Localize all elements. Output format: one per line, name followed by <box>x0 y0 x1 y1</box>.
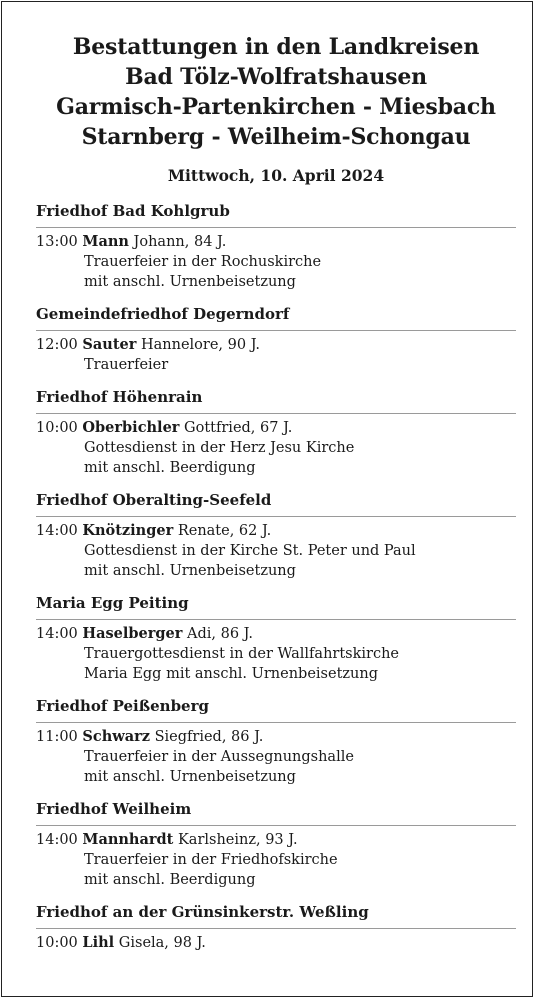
cemetery-section <box>36 902 516 953</box>
entry-time: 14:00 <box>36 832 78 848</box>
deceased-surname: Schwarz <box>82 728 150 745</box>
deceased-given-name-age: Johann, 84 J. <box>128 234 227 250</box>
burial-entry <box>36 727 516 787</box>
title-line: Starnberg - Weilheim-Schongau <box>81 124 471 150</box>
cemetery-name: Maria Egg Peiting <box>36 593 516 620</box>
ceremony-detail: Trauerfeier in der Aussegnungshalle <box>84 749 354 765</box>
ceremony-detail: Trauerfeier in der Friedhofskirche <box>84 852 338 868</box>
entry-head <box>36 335 516 355</box>
entry-head <box>36 418 516 438</box>
entry-head <box>36 830 516 850</box>
cemetery-name: Friedhof Weilheim <box>36 799 516 826</box>
entry-time: 13:00 <box>36 234 78 250</box>
ceremony-detail: mit anschl. Urnenbeisetzung <box>84 769 296 785</box>
cemetery-name: Friedhof Oberalting-Seefeld <box>36 490 516 517</box>
ceremony-detail: mit anschl. Beerdigung <box>84 872 256 888</box>
deceased-given-name-age: Adi, 86 J. <box>182 626 253 642</box>
title-line: Bestattungen in den Landkreisen <box>72 34 480 60</box>
notice-date: Mittwoch, 10. April 2024 <box>167 166 385 185</box>
deceased-surname: Lihl <box>82 934 115 951</box>
burial-entry <box>36 418 516 478</box>
deceased-surname: Mannhardt <box>82 831 174 848</box>
entry-head <box>36 521 516 541</box>
funeral-notice <box>36 32 516 965</box>
burial-entry <box>36 933 516 953</box>
cemetery-name: Friedhof an der Grünsinkerstr. Weßling <box>36 902 516 929</box>
ceremony-detail: Trauergottesdienst in der Wallfahrtskirche <box>84 646 399 662</box>
deceased-given-name-age: Gottfried, 67 J. <box>179 420 293 436</box>
entry-head <box>36 232 516 252</box>
cemetery-section <box>36 201 516 292</box>
ceremony-detail: mit anschl. Urnenbeisetzung <box>84 563 296 579</box>
cemetery-name: Friedhof Höhenrain <box>36 387 516 414</box>
burial-entry <box>36 830 516 890</box>
ceremony-detail: Gottesdienst in der Kirche St. Peter und Paul <box>84 543 416 559</box>
title-line: Garmisch-Partenkirchen - Miesbach <box>56 94 496 120</box>
entry-time: 10:00 <box>36 935 78 951</box>
cemetery-name: Friedhof Bad Kohlgrub <box>36 201 516 228</box>
deceased-surname: Knötzinger <box>82 522 174 539</box>
entry-time: 14:00 <box>36 626 78 642</box>
cemetery-list <box>36 201 516 953</box>
title-line: Bad Tölz-Wolfratshausen <box>125 64 427 90</box>
deceased-given-name-age: Renate, 62 J. <box>173 523 272 539</box>
deceased-given-name-age: Karlsheinz, 93 J. <box>173 832 298 848</box>
cemetery-section <box>36 490 516 581</box>
cemetery-section <box>36 304 516 375</box>
burial-entry <box>36 521 516 581</box>
entry-time: 10:00 <box>36 420 78 436</box>
notice-title <box>36 32 516 152</box>
ceremony-detail: Maria Egg mit anschl. Urnenbeisetzung <box>84 666 378 682</box>
entry-head <box>36 624 516 644</box>
burial-entry <box>36 232 516 292</box>
ceremony-detail: mit anschl. Urnenbeisetzung <box>84 274 296 290</box>
entry-time: 12:00 <box>36 337 78 353</box>
cemetery-section <box>36 696 516 787</box>
ceremony-detail: Gottesdienst in der Herz Jesu Kirche <box>84 440 355 456</box>
cemetery-section <box>36 799 516 890</box>
deceased-surname: Haselberger <box>82 625 183 642</box>
burial-entry <box>36 624 516 684</box>
deceased-given-name-age: Hannelore, 90 J. <box>136 337 261 353</box>
cemetery-section <box>36 387 516 478</box>
ceremony-detail: mit anschl. Beerdigung <box>84 460 256 476</box>
cemetery-name: Friedhof Peißenberg <box>36 696 516 723</box>
ceremony-detail: Trauerfeier <box>84 357 169 373</box>
deceased-surname: Mann <box>82 233 129 250</box>
burial-entry <box>36 335 516 375</box>
entry-head <box>36 727 516 747</box>
deceased-given-name-age: Siegfried, 86 J. <box>150 729 264 745</box>
entry-time: 11:00 <box>36 729 78 745</box>
cemetery-section <box>36 593 516 684</box>
ceremony-detail: Trauerfeier in der Rochuskirche <box>84 254 322 270</box>
cemetery-name: Gemeindefriedhof Degerndorf <box>36 304 516 331</box>
entry-head <box>36 933 516 953</box>
deceased-given-name-age: Gisela, 98 J. <box>114 935 206 951</box>
entry-time: 14:00 <box>36 523 78 539</box>
deceased-surname: Oberbichler <box>82 419 180 436</box>
deceased-surname: Sauter <box>82 336 137 353</box>
